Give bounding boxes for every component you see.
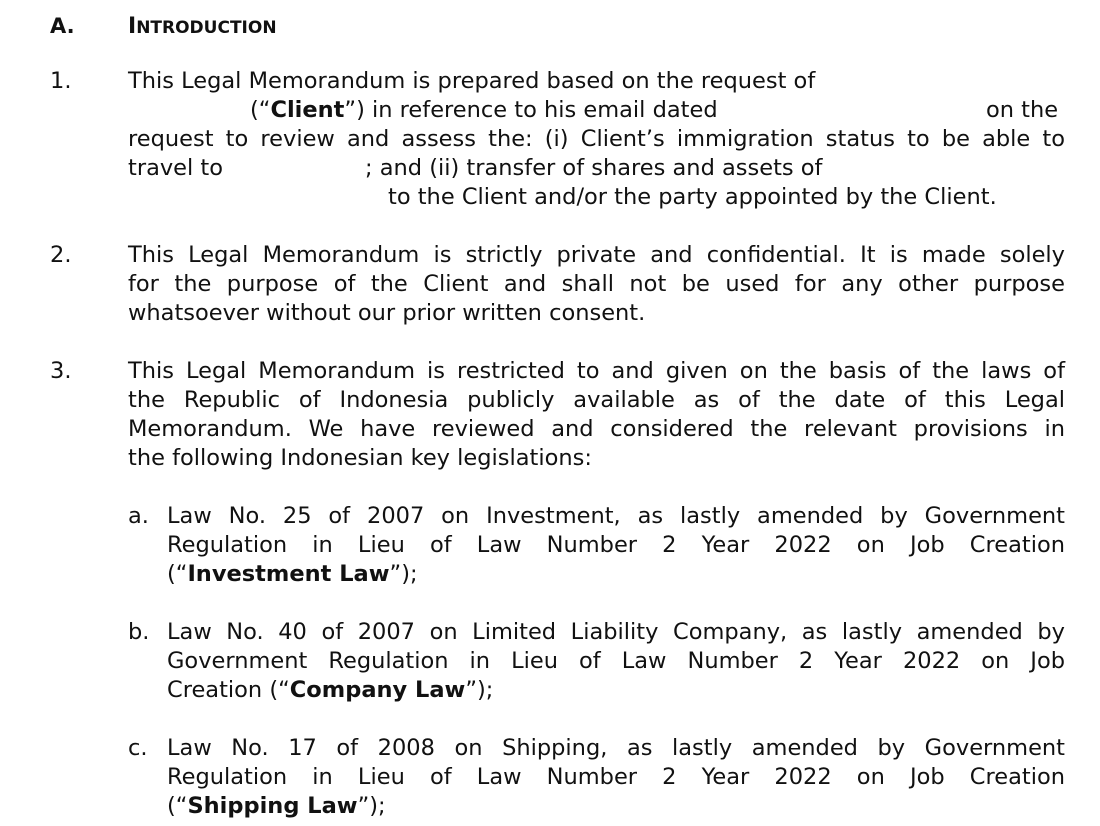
paragraph-line: request to review and assess the: (i) Client’s immigration status to be able to bbox=[128, 126, 1065, 152]
quote-close: ”); bbox=[357, 793, 386, 819]
defined-term-client: Client bbox=[270, 97, 345, 123]
quote-open: (“ bbox=[167, 793, 188, 819]
section-title bbox=[128, 14, 277, 39]
legislation-line bbox=[167, 677, 493, 703]
legislation-line: Law No. 17 of 2008 on Shipping, as lastly amended by Government bbox=[167, 735, 1065, 761]
quote-close: ”); bbox=[465, 677, 494, 703]
paragraph-line: for the purpose of the Client and shall not be used for any other purpose bbox=[128, 271, 1065, 297]
section-letter: A. bbox=[50, 14, 75, 38]
legislation-line bbox=[167, 793, 386, 819]
legislation-line: Regulation in Lieu of Law Number 2 Year 2022 on Job Creation bbox=[167, 764, 1065, 790]
legislation-line: Law No. 25 of 2007 on Investment, as lastly amended by Government bbox=[167, 503, 1065, 529]
defined-term: Company Law bbox=[289, 677, 466, 703]
paragraph-line bbox=[250, 97, 718, 123]
paragraph-text: ”) in reference to his email dated bbox=[344, 97, 718, 123]
paragraph-number: 2. bbox=[50, 242, 72, 268]
paragraph-line: to the Client and/or the party appointed by the Client. bbox=[388, 184, 997, 210]
paragraph-line: This Legal Memorandum is strictly private and confidential. It is made solely bbox=[128, 242, 1065, 268]
legislation-line: Law No. 40 of 2007 on Limited Liability Company, as lastly amended by bbox=[167, 619, 1065, 645]
paragraph-number: 3. bbox=[50, 358, 72, 384]
quote-open: (“ bbox=[250, 97, 271, 123]
defined-term: Shipping Law bbox=[187, 793, 358, 819]
paragraph-line: the Republic of Indonesia publicly available as of the date of this Legal bbox=[128, 387, 1065, 413]
legislation-line: Government Regulation in Lieu of Law Number 2 Year 2022 on Job bbox=[167, 648, 1065, 674]
legislation-line bbox=[167, 561, 418, 587]
paragraph-line: whatsoever without our prior written consent. bbox=[128, 300, 646, 326]
section-title-rest: NTRODUCTION bbox=[136, 18, 277, 38]
section-title-initial: I bbox=[128, 14, 137, 39]
paragraph-line: travel to bbox=[128, 155, 224, 181]
paragraph-line: This Legal Memorandum is restricted to and given on the basis of the laws of bbox=[128, 358, 1065, 384]
paragraph-line: ; and (ii) transfer of shares and assets of bbox=[365, 155, 823, 181]
legislation-label: c. bbox=[128, 735, 148, 761]
quote-close: ”); bbox=[389, 561, 418, 587]
quote-open: Creation (“ bbox=[167, 677, 290, 703]
paragraph-number: 1. bbox=[50, 68, 72, 94]
quote-open: (“ bbox=[167, 561, 188, 587]
paragraph-line: This Legal Memorandum is prepared based on the request of bbox=[128, 68, 816, 94]
paragraph-line: the following Indonesian key legislations: bbox=[128, 445, 592, 471]
defined-term: Investment Law bbox=[187, 561, 390, 587]
paragraph-line: Memorandum. We have reviewed and considered the relevant provisions in bbox=[128, 416, 1065, 442]
legislation-line: Regulation in Lieu of Law Number 2 Year 2022 on Job Creation bbox=[167, 532, 1065, 558]
legislation-label: b. bbox=[128, 619, 150, 645]
paragraph-line: on the bbox=[986, 97, 1059, 123]
legislation-label: a. bbox=[128, 503, 149, 529]
